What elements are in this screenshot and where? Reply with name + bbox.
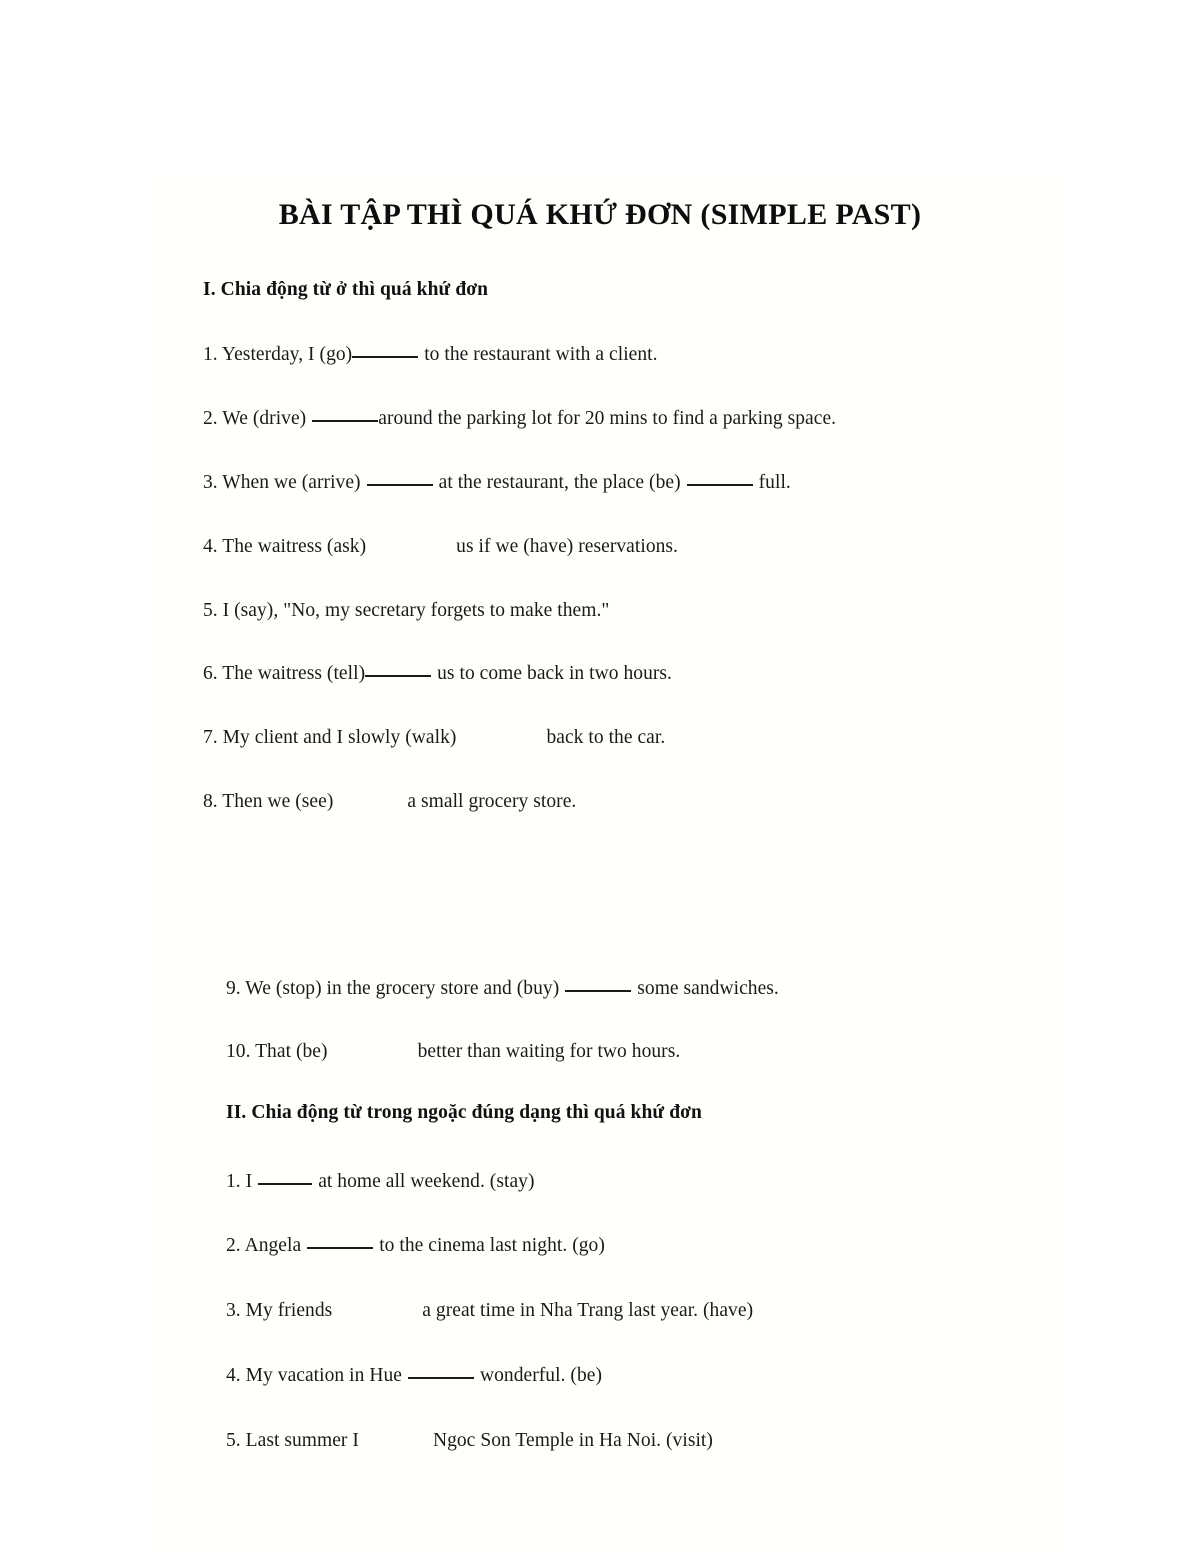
exercise-text: Ngoc Son Temple in Ha Noi. (visit) (432, 1430, 713, 1451)
exercise-text: 7. My client and I slowly (walk) (203, 727, 457, 748)
section-heading-1: I. Chia động từ ở thì quá khứ đơn (203, 279, 489, 300)
exercise-text: 3. My friends (226, 1300, 333, 1321)
answer-blank[interactable] (687, 484, 753, 486)
section-heading-2: II. Chia động từ trong ngoặc đúng dạng thì quá khứ đơn (226, 1102, 702, 1123)
exercise-text: a great time in Nha Trang last year. (have) (422, 1300, 754, 1321)
exercise-text: a small grocery store. (407, 791, 577, 812)
answer-blank[interactable] (365, 675, 431, 677)
exercise-text: back to the car. (546, 727, 666, 748)
exercise-text: 4. The waitress (ask) (203, 536, 367, 557)
exercise-text: to the cinema last night. (go) (379, 1235, 605, 1256)
exercise-text: 1. Yesterday, I (go) (203, 344, 353, 365)
exercise-text: 8. Then we (see) (203, 791, 334, 812)
exercise-item-ii-5 (226, 1429, 713, 1453)
exercise-item-i-1 (203, 343, 658, 367)
exercise-text: 4. My vacation in Hue (226, 1365, 402, 1386)
exercise-text: at home all weekend. (stay) (318, 1171, 535, 1192)
exercise-text: 3. When we (arrive) (203, 472, 361, 493)
exercise-text: at the restaurant, the place (be) (438, 472, 681, 493)
scanned-sheet-area (148, 176, 1067, 1553)
page-title: BÀI TẬP THÌ QUÁ KHỨ ĐƠN (SIMPLE PAST) (278, 198, 922, 231)
answer-blank[interactable] (258, 1183, 312, 1185)
exercise-text: better than waiting for two hours. (417, 1041, 681, 1062)
exercise-text: 2. Angela (226, 1235, 302, 1256)
exercise-text: some sandwiches. (637, 978, 779, 999)
exercise-text: 5. I (say), "No, my secretary forgets to make them." (203, 600, 610, 621)
exercise-item-i-8 (203, 790, 576, 814)
exercise-item-i-10 (226, 1040, 680, 1064)
exercise-text: around the parking lot for 20 mins to find a parking space. (378, 408, 837, 429)
exercise-text: 10. That (be) (226, 1041, 328, 1062)
exercise-item-ii-1 (226, 1170, 535, 1194)
exercise-item-i-2 (203, 407, 836, 431)
exercise-text: to the restaurant with a client. (424, 344, 658, 365)
answer-blank[interactable] (307, 1247, 373, 1249)
exercise-text: us if we (have) reservations. (456, 536, 678, 557)
exercise-text: 2. We (drive) (203, 408, 307, 429)
exercise-text: full. (758, 472, 791, 493)
answer-blank[interactable] (312, 420, 378, 422)
exercise-item-i-4 (203, 535, 678, 559)
exercise-text: 9. We (stop) in the grocery store and (buy) (226, 978, 560, 999)
exercise-item-ii-3 (226, 1299, 753, 1323)
answer-blank[interactable] (565, 990, 631, 992)
answer-blank[interactable] (367, 484, 433, 486)
exercise-text: 5. Last summer I (226, 1430, 359, 1451)
exercise-item-ii-4 (226, 1364, 602, 1388)
exercise-text: 6. The waitress (tell) (203, 663, 366, 684)
exercise-item-i-6 (203, 662, 672, 686)
exercise-item-i-7 (203, 726, 665, 750)
exercise-text: wonderful. (be) (479, 1365, 603, 1386)
exercise-text: 1. I (226, 1171, 253, 1192)
answer-blank[interactable] (352, 356, 418, 358)
exercise-item-i-3 (203, 471, 791, 495)
exercise-item-i-9 (226, 977, 779, 1001)
exercise-item-i-5 (203, 599, 609, 623)
exercise-text: us to come back in two hours. (437, 663, 672, 684)
answer-blank[interactable] (408, 1377, 474, 1379)
exercise-item-ii-2 (226, 1234, 605, 1258)
